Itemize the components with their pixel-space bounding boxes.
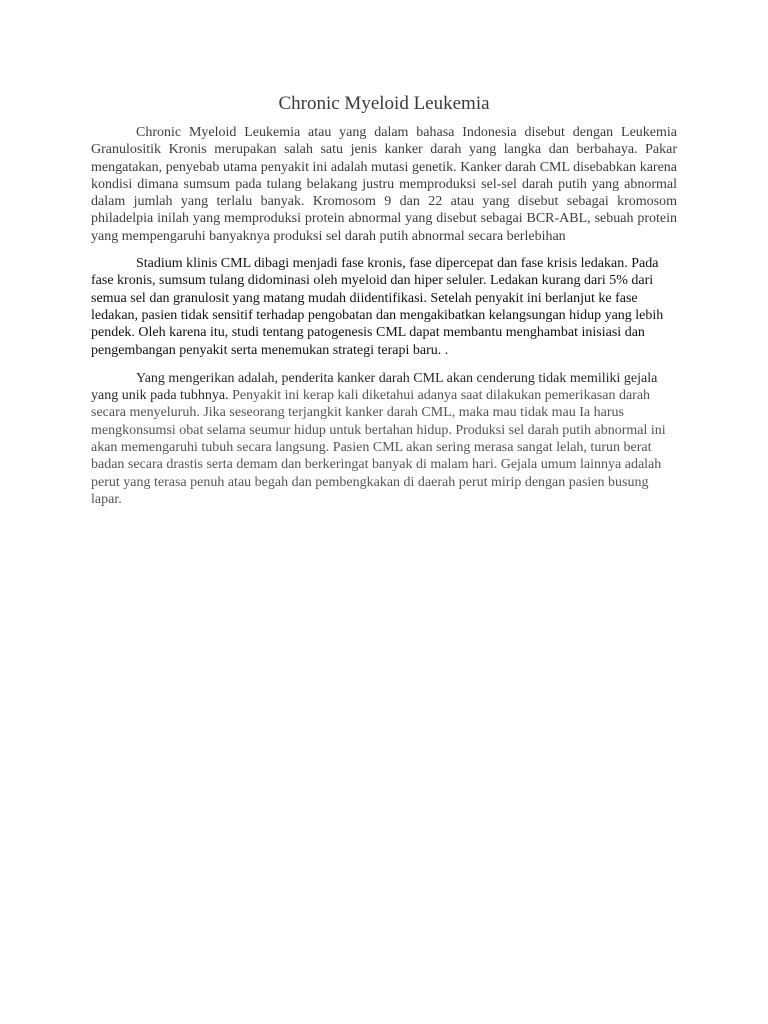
paragraph-2: Stadium klinis CML dibagi menjadi fase kronis, fase dipercepat dan fase krisis ledakan. Pada fase kronis, sumsum tulang didominasi oleh myeloid dan hiper seluler. Ledakan kurang dari 5% dari semua sel dan granulosit yang matang mudah diidentifikasi. Setelah penyakit ini berlanjut ke fase ledakan, pasien tidak sensitif terhadap pengobatan dan mengakibatkan kelangsungan hidup yang lebih pendek. Oleh karena itu, studi tentang patogenesis CML dapat membantu menghambat inisiasi dan pengembangan penyakit serta menemukan strategi terapi baru. . — [91, 256, 664, 358]
paragraph-1: Chronic Myeloid Leukemia atau yang dalam bahasa Indonesia disebut dengan Leukemia Granulositik Kronis merupakan salah satu jenis kanker darah yang langka dan berbahaya. Pakar mengatakan, penyebab utama penyakit ini adalah mutasi genetik. Kanker darah CML disebabkan karena kondisi dimana sumsum pada tulang belakang justru memproduksi sel-sel darah putih yang abnormal dalam jumlah yang terlalu banyak. Kromosom 9 dan 22 atau yang disebut sebagai kromosom philadelpia inilah yang memproduksi protein abnormal yang disebut sebagai BCR-ABL, sebuah protein yang mempengaruhi banyaknya produksi sel darah putih abnormal secara berlebihan — [91, 125, 677, 244]
paragraph-3-part-1: Yang mengerikan adalah, penderita kanker darah CML akan cenderung tidak memiliki gejala yang unik pada tubhnya. — [91, 370, 658, 404]
paragraph-3-part-3: Produksi sel darah putih abnormal ini akan memengaruhi tubuh secara langsung. Pasien CML akan sering merasa sangat lelah, turun berat badan secara drastis serta demam dan berkeringat banyak di malam hari. Gejala umum lainnya adalah perut yang terasa penuh atau begah dan pembengkakan di daerah perut mirip dengan pasien busung lapar. — [91, 422, 666, 507]
paragraph-3 — [91, 370, 677, 508]
paragraph-3-part-2: Penyakit ini kerap kali diketahui adanya saat dilakukan pemerikasan darah secara menyeluruh. Jika seseorang terjangkit kanker darah CML, maka mau tidak mau Ia harus mengkonsumsi obat selama seumur hidup untuk bertahan hidup. — [91, 388, 651, 438]
document-title: Chronic Myeloid Leukemia — [278, 93, 490, 114]
